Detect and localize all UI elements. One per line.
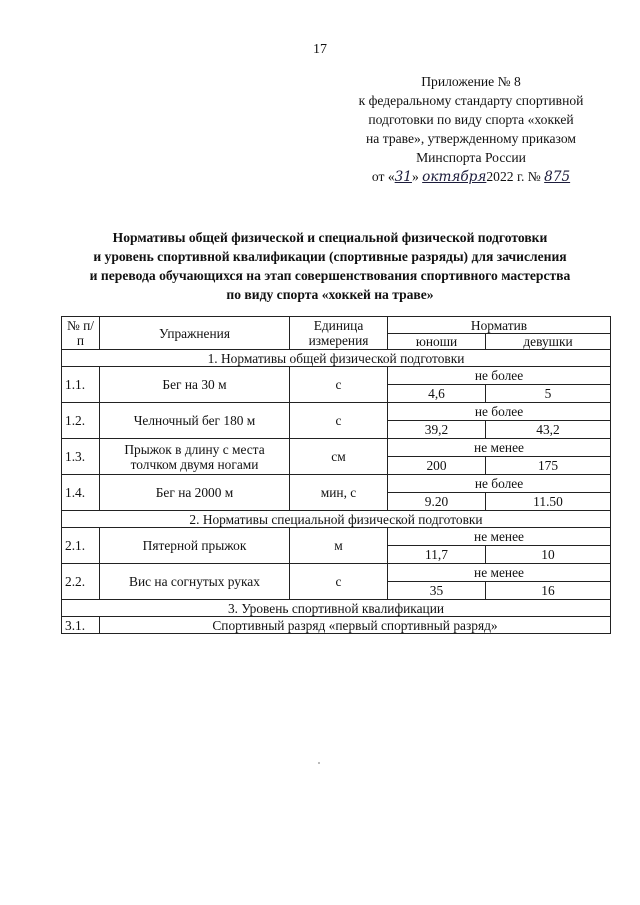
row-exercise: Бег на 2000 м	[100, 475, 290, 511]
row-girls-value: 5	[486, 385, 611, 403]
order-number-handwritten: 875	[544, 169, 571, 185]
row-criterion: не более	[388, 403, 611, 421]
row-exercise: Вис на согнутых руках	[100, 564, 290, 600]
section-row	[62, 600, 611, 617]
section-row	[62, 350, 611, 367]
title-line: по виду спорта «хоккей на траве»	[226, 287, 434, 302]
section-title: 2. Нормативы специальной физической подготовки	[62, 511, 611, 528]
row-girls-value: 16	[486, 582, 611, 600]
row-boys-value: 4,6	[388, 385, 486, 403]
qualification-text: Спортивный разряд «первый спортивный разряд»	[100, 617, 611, 634]
title-line: и уровень спортивной квалификации (спортивные разряды) для зачисления	[93, 249, 567, 264]
section-row	[62, 511, 611, 528]
row-unit: см	[290, 439, 388, 475]
row-boys-value: 11,7	[388, 546, 486, 564]
table-row	[62, 403, 611, 421]
row-boys-value: 35	[388, 582, 486, 600]
row-num: 1.1.	[62, 367, 100, 403]
title-line: Нормативы общей физической и специальной физической подготовки	[112, 230, 548, 245]
row-num: 1.3.	[62, 439, 100, 475]
table-row	[62, 439, 611, 457]
row-num: 2.1.	[62, 528, 100, 564]
row-criterion: не более	[388, 367, 611, 385]
row-criterion: не более	[388, 475, 611, 493]
qualification-row	[62, 617, 611, 634]
row-criterion: не менее	[388, 439, 611, 457]
row-exercise: Бег на 30 м	[100, 367, 290, 403]
row-num: 1.2.	[62, 403, 100, 439]
date-month-handwritten: октября	[422, 169, 487, 185]
header-boys: юноши	[388, 334, 486, 350]
section-title: 1. Нормативы общей физической подготовки	[62, 350, 611, 367]
order-date-line	[330, 167, 612, 187]
appendix-line: подготовки по виду спорта «хоккей	[368, 112, 574, 127]
row-criterion: не менее	[388, 528, 611, 546]
row-unit: с	[290, 403, 388, 439]
header-exercise: Упражнения	[100, 317, 290, 350]
norms-table	[61, 316, 611, 634]
row-exercise: Пятерной прыжок	[100, 528, 290, 564]
header-num: № п/п	[62, 317, 100, 350]
row-exercise: Челночный бег 180 м	[100, 403, 290, 439]
row-girls-value: 10	[486, 546, 611, 564]
date-day-handwritten: 31	[394, 169, 412, 185]
table-row	[62, 475, 611, 493]
table-row	[62, 528, 611, 546]
appendix-line: Приложение № 8	[421, 74, 521, 89]
document-title	[50, 228, 610, 304]
table-row	[62, 367, 611, 385]
section-title: 3. Уровень спортивной квалификации	[62, 600, 611, 617]
page-number: 17	[313, 42, 327, 57]
row-girls-value: 43,2	[486, 421, 611, 439]
row-num: 2.2.	[62, 564, 100, 600]
scan-speck	[318, 762, 320, 764]
row-girls-value: 11.50	[486, 493, 611, 511]
row-boys-value: 39,2	[388, 421, 486, 439]
date-prefix: от «	[371, 169, 395, 184]
header-girls: девушки	[486, 334, 611, 350]
appendix-line: на траве», утвержденному приказом	[366, 131, 576, 146]
appendix-line: к федеральному стандарту спортивной	[358, 93, 584, 108]
appendix-header	[330, 72, 612, 187]
date-mid: »	[411, 169, 419, 184]
header-norm: Норматив	[388, 317, 611, 334]
row-exercise: Прыжок в длину с места толчком двумя ногами	[100, 439, 290, 475]
row-unit: м	[290, 528, 388, 564]
header-unit: Единица измерения	[290, 317, 388, 350]
row-num: 1.4.	[62, 475, 100, 511]
row-boys-value: 9.20	[388, 493, 486, 511]
qualification-num: 3.1.	[62, 617, 100, 634]
row-girls-value: 175	[486, 457, 611, 475]
title-line: и перевода обучающихся на этап совершенствования спортивного мастерства	[89, 268, 571, 283]
row-unit: с	[290, 367, 388, 403]
row-unit: мин, с	[290, 475, 388, 511]
row-unit: с	[290, 564, 388, 600]
table-header-row	[62, 317, 611, 334]
row-boys-value: 200	[388, 457, 486, 475]
table-row	[62, 564, 611, 582]
date-year: 2022 г. №	[486, 169, 541, 184]
appendix-line: Минспорта России	[416, 150, 526, 165]
row-criterion: не менее	[388, 564, 611, 582]
